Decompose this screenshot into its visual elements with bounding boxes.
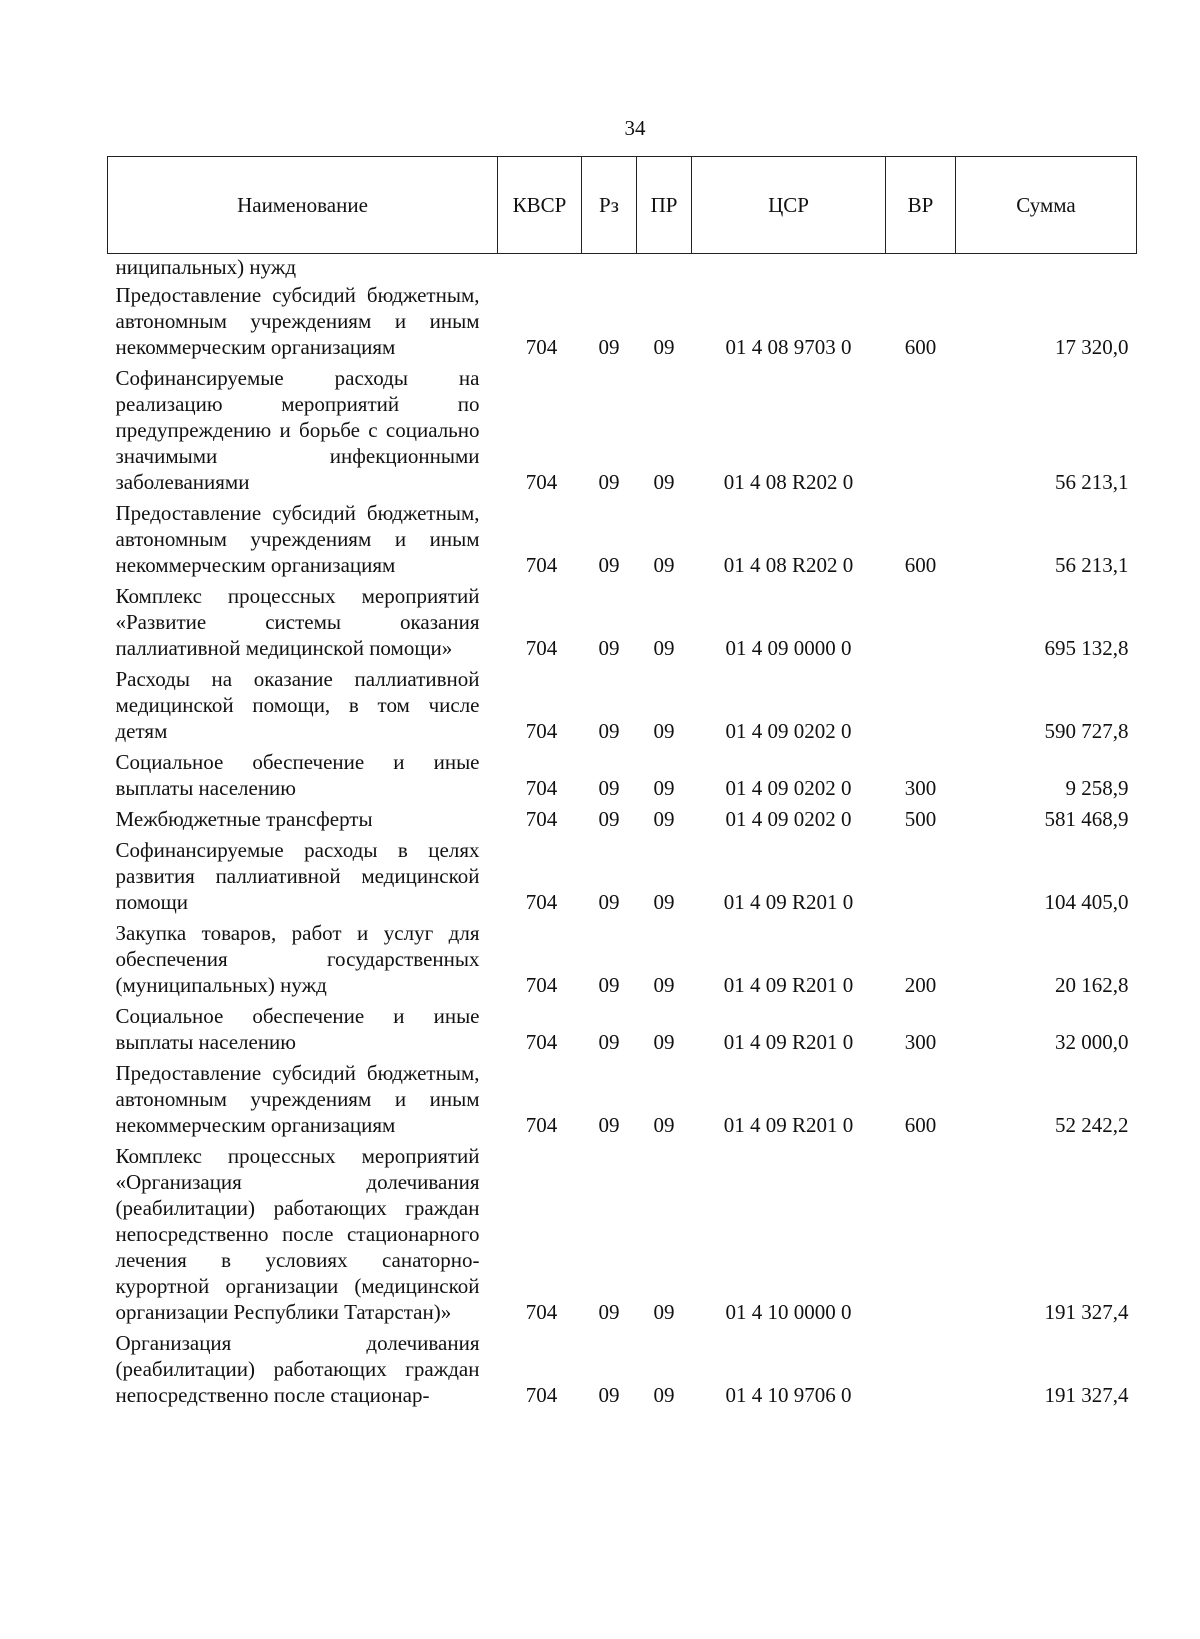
cell-vr: 300 bbox=[904, 776, 937, 800]
cell-pr: 09 bbox=[653, 553, 675, 577]
cell-rz: 09 bbox=[598, 1383, 620, 1407]
cell-csr: 01 4 09 R201 0 bbox=[723, 973, 854, 997]
table-row bbox=[108, 804, 1137, 835]
table-row bbox=[108, 1328, 1137, 1411]
cell-pr: 09 bbox=[653, 719, 675, 743]
cell-sum: 56 213,1 bbox=[1055, 553, 1129, 577]
cell-pr: 09 bbox=[653, 1383, 675, 1407]
header-rz: Рз bbox=[582, 157, 637, 254]
cell-sum: 32 000,0 bbox=[1055, 1030, 1129, 1054]
cell-csr: 01 4 09 0202 0 bbox=[725, 776, 852, 800]
cell-vr bbox=[886, 835, 956, 918]
cell-rz: 09 bbox=[598, 470, 620, 494]
cell-rz bbox=[582, 254, 637, 281]
cell-sum: 56 213,1 bbox=[1055, 470, 1129, 494]
cell-rz: 09 bbox=[598, 553, 620, 577]
cell-rz: 09 bbox=[598, 335, 620, 359]
cell-name: Межбюджетные трансферты bbox=[115, 807, 373, 831]
table-row bbox=[108, 1058, 1137, 1141]
cell-rz: 09 bbox=[598, 719, 620, 743]
cell-kvsr: 704 bbox=[525, 1113, 558, 1137]
table-row bbox=[108, 363, 1137, 498]
cell-csr: 01 4 09 0202 0 bbox=[725, 807, 852, 831]
cell-kvsr: 704 bbox=[525, 335, 558, 359]
cell-vr bbox=[886, 1328, 956, 1411]
cell-sum: 581 468,9 bbox=[1044, 807, 1129, 831]
cell-name: ниципальных) нужд bbox=[115, 255, 296, 279]
cell-rz: 09 bbox=[598, 973, 620, 997]
cell-kvsr: 704 bbox=[525, 470, 558, 494]
cell-pr: 09 bbox=[653, 1030, 675, 1054]
cell-pr: 09 bbox=[653, 335, 675, 359]
cell-kvsr: 704 bbox=[525, 636, 558, 660]
cell-csr: 01 4 09 R201 0 bbox=[723, 1030, 854, 1054]
cell-sum: 104 405,0 bbox=[1044, 890, 1129, 914]
cell-rz: 09 bbox=[598, 776, 620, 800]
cell-vr: 200 bbox=[904, 973, 937, 997]
cell-sum bbox=[956, 254, 1137, 281]
cell-rz: 09 bbox=[598, 636, 620, 660]
cell-vr bbox=[886, 664, 956, 747]
table-row bbox=[108, 664, 1137, 747]
header-csr: ЦСР bbox=[692, 157, 886, 254]
cell-pr bbox=[637, 254, 692, 281]
table-row bbox=[108, 918, 1137, 1001]
cell-csr bbox=[692, 254, 886, 281]
cell-csr: 01 4 09 0202 0 bbox=[725, 719, 852, 743]
cell-vr bbox=[886, 1141, 956, 1328]
table-row bbox=[108, 280, 1137, 363]
cell-kvsr: 704 bbox=[525, 1300, 558, 1324]
table-row bbox=[108, 498, 1137, 581]
cell-csr: 01 4 08 R202 0 bbox=[723, 470, 854, 494]
cell-rz: 09 bbox=[598, 807, 620, 831]
cell-pr: 09 bbox=[653, 776, 675, 800]
cell-kvsr: 704 bbox=[525, 807, 558, 831]
table-body bbox=[108, 254, 1137, 1412]
header-pr: ПР bbox=[637, 157, 692, 254]
cell-pr: 09 bbox=[653, 973, 675, 997]
header-name: Наименование bbox=[108, 157, 498, 254]
cell-name: Предоставление субсидий бюджетным, автономным учреждениям и иным некоммерческим организациям bbox=[115, 1061, 480, 1137]
table-row bbox=[108, 1141, 1137, 1328]
table-row bbox=[108, 581, 1137, 664]
cell-pr: 09 bbox=[653, 807, 675, 831]
cell-kvsr: 704 bbox=[525, 776, 558, 800]
cell-name: Организация долечивания (реабилитации) работающих граждан непосредственно после стационар- bbox=[115, 1331, 480, 1407]
cell-vr: 600 bbox=[904, 553, 937, 577]
cell-name: Социальное обеспечение и иные выплаты населению bbox=[115, 750, 480, 800]
cell-pr: 09 bbox=[653, 890, 675, 914]
cell-kvsr: 704 bbox=[525, 1030, 558, 1054]
table-header bbox=[108, 157, 1137, 254]
cell-vr: 300 bbox=[904, 1030, 937, 1054]
cell-pr: 09 bbox=[653, 1300, 675, 1324]
cell-sum: 9 258,9 bbox=[1065, 776, 1129, 800]
cell-name: Закупка товаров, работ и услуг для обеспечения государственных (муниципальных) нужд bbox=[115, 921, 480, 997]
table-row bbox=[108, 835, 1137, 918]
cell-csr: 01 4 08 R202 0 bbox=[723, 553, 854, 577]
cell-csr: 01 4 08 9703 0 bbox=[725, 335, 852, 359]
cell-kvsr: 704 bbox=[525, 719, 558, 743]
header-sum: Сумма bbox=[956, 157, 1137, 254]
cell-name: Софинансируемые расходы на реализацию мероприятий по предупреждению и борьбе с социально значимыми инфекционными заболеваниями bbox=[115, 366, 480, 494]
cell-vr: 600 bbox=[904, 335, 937, 359]
cell-sum: 17 320,0 bbox=[1055, 335, 1129, 359]
cell-name: Расходы на оказание паллиативной медицинской помощи, в том числе детям bbox=[115, 667, 480, 743]
cell-sum: 191 327,4 bbox=[1044, 1300, 1129, 1324]
cell-vr: 600 bbox=[904, 1113, 937, 1137]
cell-sum: 695 132,8 bbox=[1044, 636, 1129, 660]
cell-kvsr: 704 bbox=[525, 890, 558, 914]
cell-csr: 01 4 10 0000 0 bbox=[725, 1300, 852, 1324]
cell-csr: 01 4 09 R201 0 bbox=[723, 1113, 854, 1137]
table-row bbox=[108, 1001, 1137, 1058]
cell-name: Предоставление субсидий бюджетным, автономным учреждениям и иным некоммерческим организациям bbox=[115, 283, 480, 359]
header-kvsr: КВСР bbox=[498, 157, 582, 254]
cell-kvsr: 704 bbox=[525, 1383, 558, 1407]
budget-table bbox=[107, 156, 1137, 1411]
cell-sum: 20 162,8 bbox=[1055, 973, 1129, 997]
cell-csr: 01 4 09 R201 0 bbox=[723, 890, 854, 914]
cell-kvsr bbox=[498, 254, 582, 281]
cell-csr: 01 4 09 0000 0 bbox=[725, 636, 852, 660]
table-row bbox=[108, 747, 1137, 804]
cell-rz: 09 bbox=[598, 890, 620, 914]
page-number: 34 bbox=[624, 116, 646, 140]
cell-rz: 09 bbox=[598, 1300, 620, 1324]
cell-name: Комплекс процессных мероприятий «Развитие системы оказания паллиативной медицинской помощи» bbox=[115, 584, 480, 660]
cell-name: Софинансируемые расходы в целях развития паллиативной медицинской помощи bbox=[115, 838, 480, 914]
cell-rz: 09 bbox=[598, 1030, 620, 1054]
table-row bbox=[108, 254, 1137, 281]
cell-sum: 191 327,4 bbox=[1044, 1383, 1129, 1407]
cell-name: Комплекс процессных мероприятий «Организация долечивания (реабилитации) работающих граждан непосредственно после стационарного лечения в условиях санаторно-курортной организации (медицинской организации Республики Татарстан)» bbox=[115, 1144, 480, 1324]
cell-sum: 590 727,8 bbox=[1044, 719, 1129, 743]
cell-vr bbox=[886, 581, 956, 664]
cell-kvsr: 704 bbox=[525, 553, 558, 577]
header-row bbox=[108, 157, 1137, 254]
cell-name: Предоставление субсидий бюджетным, автономным учреждениям и иным некоммерческим организациям bbox=[115, 501, 480, 577]
cell-vr bbox=[886, 254, 956, 281]
cell-vr bbox=[886, 363, 956, 498]
cell-pr: 09 bbox=[653, 1113, 675, 1137]
header-vr: ВР bbox=[886, 157, 956, 254]
cell-csr: 01 4 10 9706 0 bbox=[725, 1383, 852, 1407]
cell-rz: 09 bbox=[598, 1113, 620, 1137]
cell-pr: 09 bbox=[653, 470, 675, 494]
cell-sum: 52 242,2 bbox=[1055, 1113, 1129, 1137]
cell-name: Социальное обеспечение и иные выплаты населению bbox=[115, 1004, 480, 1054]
cell-vr: 500 bbox=[904, 807, 937, 831]
cell-pr: 09 bbox=[653, 636, 675, 660]
cell-kvsr: 704 bbox=[525, 973, 558, 997]
